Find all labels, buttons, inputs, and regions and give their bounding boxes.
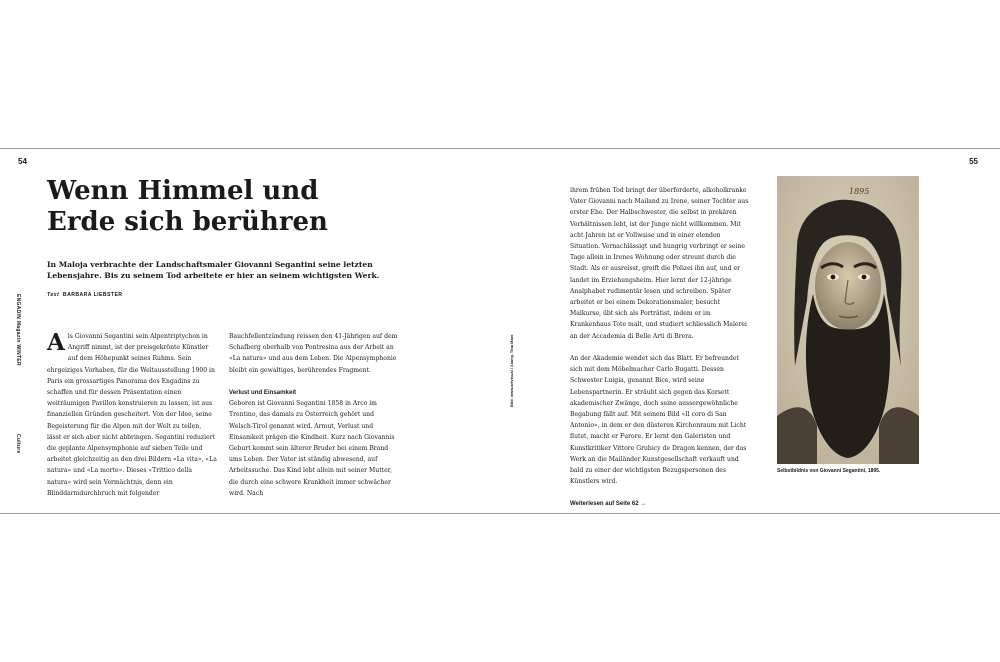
body-paragraph: Bauchfellentzündung reissen den 41-Jährigen auf dem Schafberg oberhalb von Pontresina aus der Arbeit an «La natura» und aus dem Leben. Die Alpensymphonie bleibt ein gewaltiges, berührendes Fragment.	[229, 333, 398, 374]
text-column-2	[229, 331, 399, 499]
magazine-spread	[0, 148, 1000, 514]
portrait-inscription: 1895	[849, 187, 870, 196]
photo-credit: Bild: www.artvisual / Alamy, Tina Marx	[509, 334, 514, 407]
body-paragraph	[47, 331, 217, 499]
page-number-right: 55	[969, 157, 978, 166]
body-paragraph: Geboren ist Giovanni Segantini 1858 in Arco im Trentino, das damals zu Österreich gehört und Welsch-Tirol genannt wird. Armut, Verlust und Einsamkeit prägen die Kindheit. Kurz nach Giovannis Geburt kommt sein älterer Bruder bei einem Brand ums Leben. Der Vater ist ständig abwesend, auf Arbeitssuche. Das Kind lebt allein mit seiner Mutter, die durch eine schwere Krankheit immer schwächer wird. Nach	[229, 400, 395, 497]
author-label: Text	[47, 292, 60, 298]
title-line-2: Erde sich berühren	[47, 207, 328, 237]
drop-cap: A	[47, 329, 65, 356]
author-line	[47, 292, 122, 298]
article-lead: In Maloja verbrachte der Landschaftsmaler Giovanni Segantini seine letzten Lebensjahre. Bis zu seinem Tod arbeitete er hier an seinem wichtigsten Werk.	[47, 260, 380, 281]
page-number-left: 54	[18, 157, 27, 166]
subheading: Verlust und Einsamkeit	[229, 389, 297, 396]
image-caption: Selbstbildnis von Giovanni Segantini, 1895.	[777, 468, 881, 474]
body-paragraph: An der Akademie wendet sich das Blatt. Er befreundet sich mit dem Möbelmacher Carlo Bugatti. Dessen Schwester Luigia, genannt Bice, wird seine Lebenspartnerin. Er sträubt sich gegen das Korsett akademischer Zwänge, doch seine aussergewöhnliche Begabung fällt auf. Mit seinem Bild «Il coro di San Antonio», in dem er den düsteren Kirchenraum mit Licht flutet, macht er Furore. Er lernt den Galeristen und Kunstkritiker Vittore Grubicy de Dragon kennen, der das Werk an die Mailänder Kunstgesellschaft verkauft und bald zu einer der wichtigsten Bezugspersonen des Künstlers wird.	[570, 355, 747, 486]
portrait-drawing	[777, 176, 919, 464]
body-paragraph: ihrem frühen Tod bringt der überforderte, alkoholkranke Vater Giovanni nach Mailand zu Irene, seiner Tochter aus erster Ehe. Der Halbschwester, die selbst in prekären Verhältnissen lebt, ist der Junge nicht willkommen. Mit acht Jahren ist er Vollwaise und in einer elenden Situation. Vernachlässigt und hungrig verbringt er seine Tage allein in Irenes Wohnung oder streunt durch die Stadt. Als er ausreisst, greift die Polizei ihn auf, und er landet im Erziehungsheim. Hier lernt der 12-jährige Analphabet rudimentär lesen und schreiben. Später arbeitet er bei einem Dekorationsmaler, besucht Malkurse, übt sich als Porträtist, indem er im Krankenhaus Tote malt, und studiert schliesslich Malerei an der Accademia di Belle Arti di Brera.	[570, 187, 749, 340]
self-portrait-image	[777, 176, 919, 464]
magazine-name: ENGADIN Magazin WINTER	[15, 294, 21, 366]
title-line-1: Wenn Himmel und	[47, 176, 319, 206]
continue-link[interactable]: Weiterlesen auf Seite 62 →	[570, 500, 647, 507]
text-column-1	[47, 331, 217, 499]
author-name: BARBARA LIEBSTER	[62, 292, 123, 298]
article-title	[47, 176, 347, 238]
side-running-head	[16, 294, 26, 464]
text-column-3	[570, 185, 750, 510]
body-text: ls Giovanni Segantini sein Alpentriptychon in Angriff nimmt, ist der preisgekrönte Künstler auf dem Höhepunkt seines Ruhms. Sein ehrgeiziges Vorhaben, für die Weltausstellung 1900 in Paris ein grossartiges Panorama des Engadins zu schaffen und für dessen Präsentation einen weiträumigen Pavillon konstruieren zu lassen, ist aus finanziellen Gründen gescheitert. Von der Idee, seine Begeisterung für die Alpen mit der Welt zu teilen, lässt er sich aber nicht abbringen. Segantini reduziert die geplante Alpensymphonie auf sieben Teile und arbeitet gleichzeitig an den drei Bildern «La vita», «La natura» und «La morte». Dieses «Trittico della natura» wird sein Vermächtnis, denn ein Blinddarmdurchbruch mit folgender	[47, 333, 217, 497]
section-name: Culture	[15, 434, 21, 454]
